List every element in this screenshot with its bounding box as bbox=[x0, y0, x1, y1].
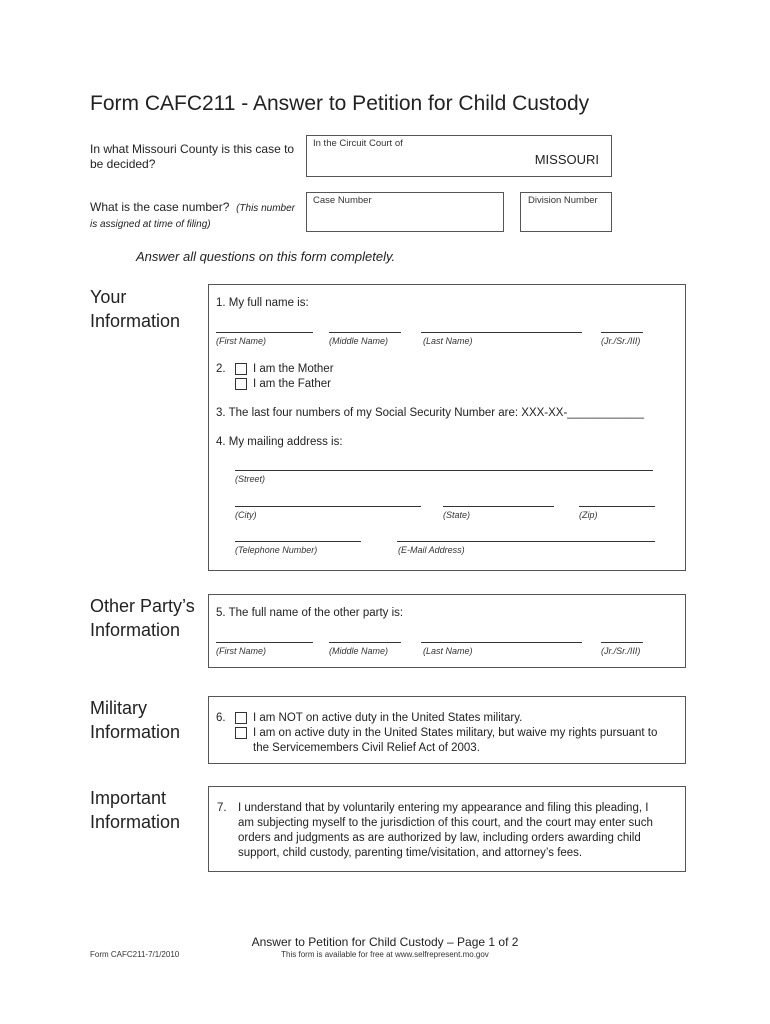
county-question-line2: be decided? bbox=[90, 157, 156, 171]
q1-label: 1. My full name is: bbox=[216, 297, 309, 309]
other-first-name-field[interactable] bbox=[216, 642, 313, 643]
active-duty-checkbox[interactable] bbox=[235, 727, 247, 739]
other-party-heading bbox=[90, 594, 195, 642]
city-field[interactable] bbox=[235, 506, 421, 507]
other-party-title-1: Other Party’s bbox=[90, 596, 195, 616]
street-field[interactable] bbox=[235, 470, 653, 471]
your-info-title-1: Your bbox=[90, 287, 127, 307]
case-number-field[interactable] bbox=[306, 192, 504, 232]
county-question bbox=[90, 142, 294, 172]
instructions: Answer all questions on this form completely. bbox=[136, 249, 396, 264]
q6-number: 6. bbox=[216, 712, 226, 724]
state-value: MISSOURI bbox=[534, 152, 599, 167]
division-number-field[interactable] bbox=[520, 192, 612, 232]
military-heading bbox=[90, 696, 180, 744]
case-question-main: What is the case number? bbox=[90, 200, 230, 214]
suffix-field[interactable] bbox=[601, 332, 643, 333]
other-last-name-field[interactable] bbox=[421, 642, 582, 643]
email-caption: (E-Mail Address) bbox=[398, 545, 465, 555]
email-field[interactable] bbox=[397, 541, 655, 542]
not-active-duty-checkbox[interactable] bbox=[235, 712, 247, 724]
street-caption: (Street) bbox=[235, 474, 266, 484]
important-section bbox=[208, 786, 686, 872]
military-section bbox=[208, 696, 686, 764]
page-title: Form CAFC211 - Answer to Petition for Child Custody bbox=[90, 92, 590, 115]
acknowledgement-text bbox=[238, 801, 653, 861]
last-name-field[interactable] bbox=[421, 332, 582, 333]
q3-ssn: 3. The last four numbers of my Social Security Number are: XXX-XX-____________ bbox=[216, 407, 645, 419]
other-party-title-2: Information bbox=[90, 620, 181, 640]
q4-label: 4. My mailing address is: bbox=[216, 436, 343, 448]
footer-availability: This form is available for free at www.selfrepresent.mo.gov bbox=[281, 950, 489, 959]
case-number-question bbox=[90, 200, 295, 232]
case-question-note2: is assigned at time of filing) bbox=[90, 219, 211, 230]
other-party-section bbox=[208, 594, 686, 668]
city-caption: (City) bbox=[235, 510, 257, 520]
ack-line-4: support, child custody, parenting time/visitation, and attorney’s fees. bbox=[238, 847, 583, 859]
footer-form-id: Form CAFC211-7/1/2010 bbox=[90, 950, 180, 959]
other-last-name-caption: (Last Name) bbox=[423, 646, 473, 656]
county-question-line1: In what Missouri County is this case to bbox=[90, 142, 295, 156]
division-number-label: Division Number bbox=[528, 195, 598, 206]
mother-checkbox[interactable] bbox=[235, 363, 247, 375]
father-label: I am the Father bbox=[253, 378, 331, 390]
circuit-court-box[interactable] bbox=[306, 135, 612, 177]
state-caption: (State) bbox=[443, 510, 471, 520]
middle-name-field[interactable] bbox=[329, 332, 401, 333]
zip-caption: (Zip) bbox=[579, 510, 598, 520]
q7-number: 7. bbox=[217, 802, 227, 814]
case-question-note1: (This number bbox=[236, 203, 295, 214]
important-title-2: Information bbox=[90, 812, 181, 832]
zip-field[interactable] bbox=[579, 506, 655, 507]
your-information-section bbox=[208, 284, 686, 571]
mother-label: I am the Mother bbox=[253, 363, 334, 375]
last-name-caption: (Last Name) bbox=[423, 336, 473, 346]
case-number-label: Case Number bbox=[313, 195, 372, 206]
military-title-2: Information bbox=[90, 722, 181, 742]
ack-line-1: I understand that by voluntarily entering my appearance and filing this pleading, I bbox=[238, 802, 649, 814]
q5-label: 5. The full name of the other party is: bbox=[216, 607, 404, 619]
middle-name-caption: (Middle Name) bbox=[329, 336, 389, 346]
important-title-1: Important bbox=[90, 788, 167, 808]
other-suffix-caption: (Jr./Sr./III) bbox=[601, 646, 641, 656]
other-suffix-field[interactable] bbox=[601, 642, 643, 643]
telephone-field[interactable] bbox=[235, 541, 361, 542]
important-heading bbox=[90, 786, 180, 834]
other-middle-name-caption: (Middle Name) bbox=[329, 646, 389, 656]
state-field[interactable] bbox=[443, 506, 554, 507]
q2-number: 2. bbox=[216, 363, 226, 375]
footer-page-title: Answer to Petition for Child Custody – Page 1 of 2 bbox=[251, 935, 519, 949]
ack-line-3: orders and judgments as are authorized by law, including orders awarding child bbox=[238, 832, 641, 844]
military-title-1: Military bbox=[90, 698, 147, 718]
your-info-title-2: Information bbox=[90, 311, 181, 331]
not-active-duty-label: I am NOT on active duty in the United States military. bbox=[253, 712, 523, 724]
circuit-court-label: In the Circuit Court of bbox=[313, 138, 403, 149]
first-name-field[interactable] bbox=[216, 332, 313, 333]
telephone-caption: (Telephone Number) bbox=[235, 545, 318, 555]
ack-line-2: am subjecting myself to the jurisdiction of this court, and the court may enter such bbox=[238, 817, 653, 829]
other-middle-name-field[interactable] bbox=[329, 642, 401, 643]
suffix-caption: (Jr./Sr./III) bbox=[601, 336, 641, 346]
your-information-heading bbox=[90, 285, 180, 333]
active-duty-label-2: the Servicemembers Civil Relief Act of 2003. bbox=[253, 742, 480, 754]
father-checkbox[interactable] bbox=[235, 378, 247, 390]
other-first-name-caption: (First Name) bbox=[216, 646, 266, 656]
first-name-caption: (First Name) bbox=[216, 336, 266, 346]
active-duty-label-1: I am on active duty in the United States military, but waive my rights pursuant to bbox=[253, 727, 658, 739]
